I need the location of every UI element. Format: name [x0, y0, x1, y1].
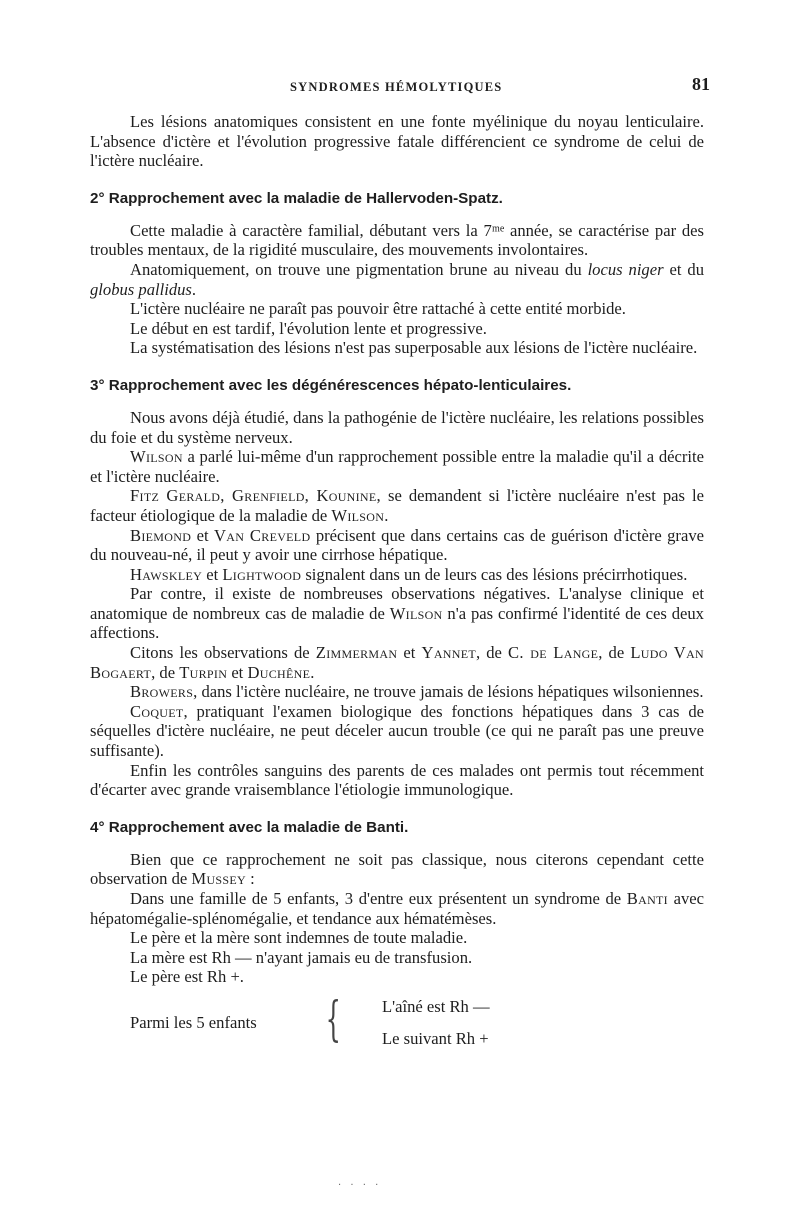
section-heading-3: 3° Rapprochement avec les dégénérescences hépato-lenticulaires. [90, 376, 572, 394]
paragraph: L'ictère nucléaire ne paraît pas pouvoir être rattaché à cette entité morbide. [130, 299, 626, 319]
author-name: Zimmerman [315, 643, 398, 663]
paragraph [90, 260, 704, 299]
author-name: Mussey [191, 869, 246, 889]
children-label: Parmi les 5 enfants [130, 1012, 257, 1032]
author-name: Van Creveld [213, 525, 311, 545]
paragraph: La mère est Rh — n'ayant jamais eu de transfusion. [130, 947, 473, 967]
text-span: Par contre, il existe de nombreuses observations négatives. L'analyse clinique et anatomique de nombreux cas de maladie de [90, 584, 704, 623]
paragraph: Les lésions anatomiques consistent en une fonte myélinique du noyau lenticulaire. L'absence d'ictère et l'évolution progressive fatale différencient ce syndrome de celui de l'ictère nucléaire. [90, 112, 704, 171]
text-span: avec hépatomégalie-splénomégalie, et tendance aux hématémèses. [90, 889, 704, 928]
text-span: Anatomiquement, on trouve une pigmentation brune au niveau du [130, 259, 588, 279]
term-locus-niger: locus niger [587, 259, 664, 279]
paragraph: Le père est Rh +. [130, 967, 244, 987]
author-name: Duchêne [247, 662, 311, 682]
paragraph [90, 682, 704, 702]
text-span: Bien que ce rapprochement ne soit pas classique, nous citerons cependant cette observation de [90, 849, 704, 889]
author-name: Turpin [179, 662, 228, 682]
text-span: et [202, 564, 223, 584]
author-name: Wilson [130, 447, 183, 467]
text-span: n'a pas confirmé l'identité de ces deux affections. [90, 603, 704, 643]
text-span: et du [663, 259, 705, 279]
author-name: Coquet [130, 701, 184, 721]
text-span: a parlé lui-même d'un rapprochement possible entre la maladie qu'il a décrite et l'ictère nucléaire. [90, 447, 704, 486]
text-span: . [191, 279, 197, 299]
paragraph [90, 486, 704, 525]
author-name: Ludo Van Bogaert [90, 643, 704, 682]
section-heading-2: 2° Rapprochement avec la maladie de Hallervoden-Spatz. [90, 189, 503, 207]
page-number: 81 [692, 74, 710, 94]
author-name: Lightwood [222, 564, 302, 584]
paragraph: Enfin les contrôles sanguins des parents de ces malades ont permis tout récemment d'écarter avec grande vraisemblance l'étiologie immunologique. [90, 760, 704, 800]
text-span: précisent que dans certains cas de guérison d'ictère grave du nouveau-né, il peut y avoir une cirrhose hépatique. [90, 525, 704, 565]
paragraph: Le père et la mère sont indemnes de toute maladie. [130, 928, 468, 948]
paragraph [90, 526, 704, 565]
author-name: Banti [626, 889, 668, 908]
text-span: , de [475, 643, 509, 663]
text-span: , pratiquant l'examen biologique des fonctions hépatiques dans 3 cas de séquelles d'ictère nucléaire, ne peut déceler aucun trouble (ce qui ne paraît pas une preuve suffisante). [90, 701, 704, 761]
text-span: , de [598, 643, 631, 663]
paragraph [90, 584, 704, 643]
paragraph [90, 702, 704, 761]
text-span: . [384, 505, 389, 525]
children-brace-list [90, 991, 704, 1057]
paragraph: Nous avons déjà étudié, dans la pathogénie de l'ictère nucléaire, les relations possibles du foie et du système nerveux. [90, 407, 704, 447]
text-span: Citons les observations de [130, 643, 316, 663]
text-span: se demandent si l'ictère nucléaire n'est pas le facteur étiologique de la maladie de [90, 486, 704, 525]
child-rh-line: L'aîné est Rh — [382, 996, 490, 1016]
page-body [90, 112, 704, 1057]
author-name: C. de Lange [508, 643, 599, 663]
paragraph [90, 643, 704, 682]
paragraph [90, 565, 704, 585]
author-name: Hawskley [130, 564, 203, 584]
author-name: Fitz Gerald, Grenfield, Kounine, [130, 486, 381, 506]
author-name: Wilson [389, 603, 443, 623]
child-rh-line: Le suivant Rh + [382, 1028, 489, 1048]
author-name: Biemond [130, 525, 192, 545]
paragraph [90, 447, 704, 486]
term-globus-pallidus: globus pallidus [90, 279, 192, 299]
paragraph: Cette maladie à caractère familial, débutant vers la 7ᵐᵉ année, se caractérise par des troubles mentaux, de la rigidité musculaire, des mouvements involontaires. [90, 220, 704, 260]
text-span: et [191, 525, 214, 545]
paragraph: Le début en est tardif, l'évolution lente et progressive. [130, 318, 487, 338]
brace-symbol: { [325, 990, 341, 1047]
text-span: . [310, 662, 315, 682]
text-span: Dans une famille de 5 enfants, 3 d'entre eux présentent un syndrome de [130, 889, 627, 908]
text-span: , de [151, 662, 180, 682]
text-span: : [245, 869, 255, 889]
text-span: , dans l'ictère nucléaire, ne trouve jamais de lésions hépatiques wilsoniennes. [193, 682, 704, 702]
paragraph: La systématisation des lésions n'est pas superposable aux lésions de l'ictère nucléaire. [130, 338, 698, 358]
author-name: Browers [130, 682, 194, 702]
paragraph [90, 850, 704, 889]
text-span: et [397, 643, 422, 663]
running-title: SYNDROMES HÉMOLYTIQUES [290, 80, 503, 94]
text-span: signalent dans un de leurs cas des lésions précirrhotiques. [301, 564, 688, 584]
author-name: Wilson [331, 505, 385, 525]
page-header [90, 72, 710, 102]
section-heading-4: 4° Rapprochement avec la maladie de Banti. [90, 818, 409, 836]
footer-mark: · · · · [338, 1180, 382, 1191]
paragraph [90, 889, 704, 928]
text-span: et [227, 662, 248, 682]
author-name: Yannet [421, 643, 476, 663]
